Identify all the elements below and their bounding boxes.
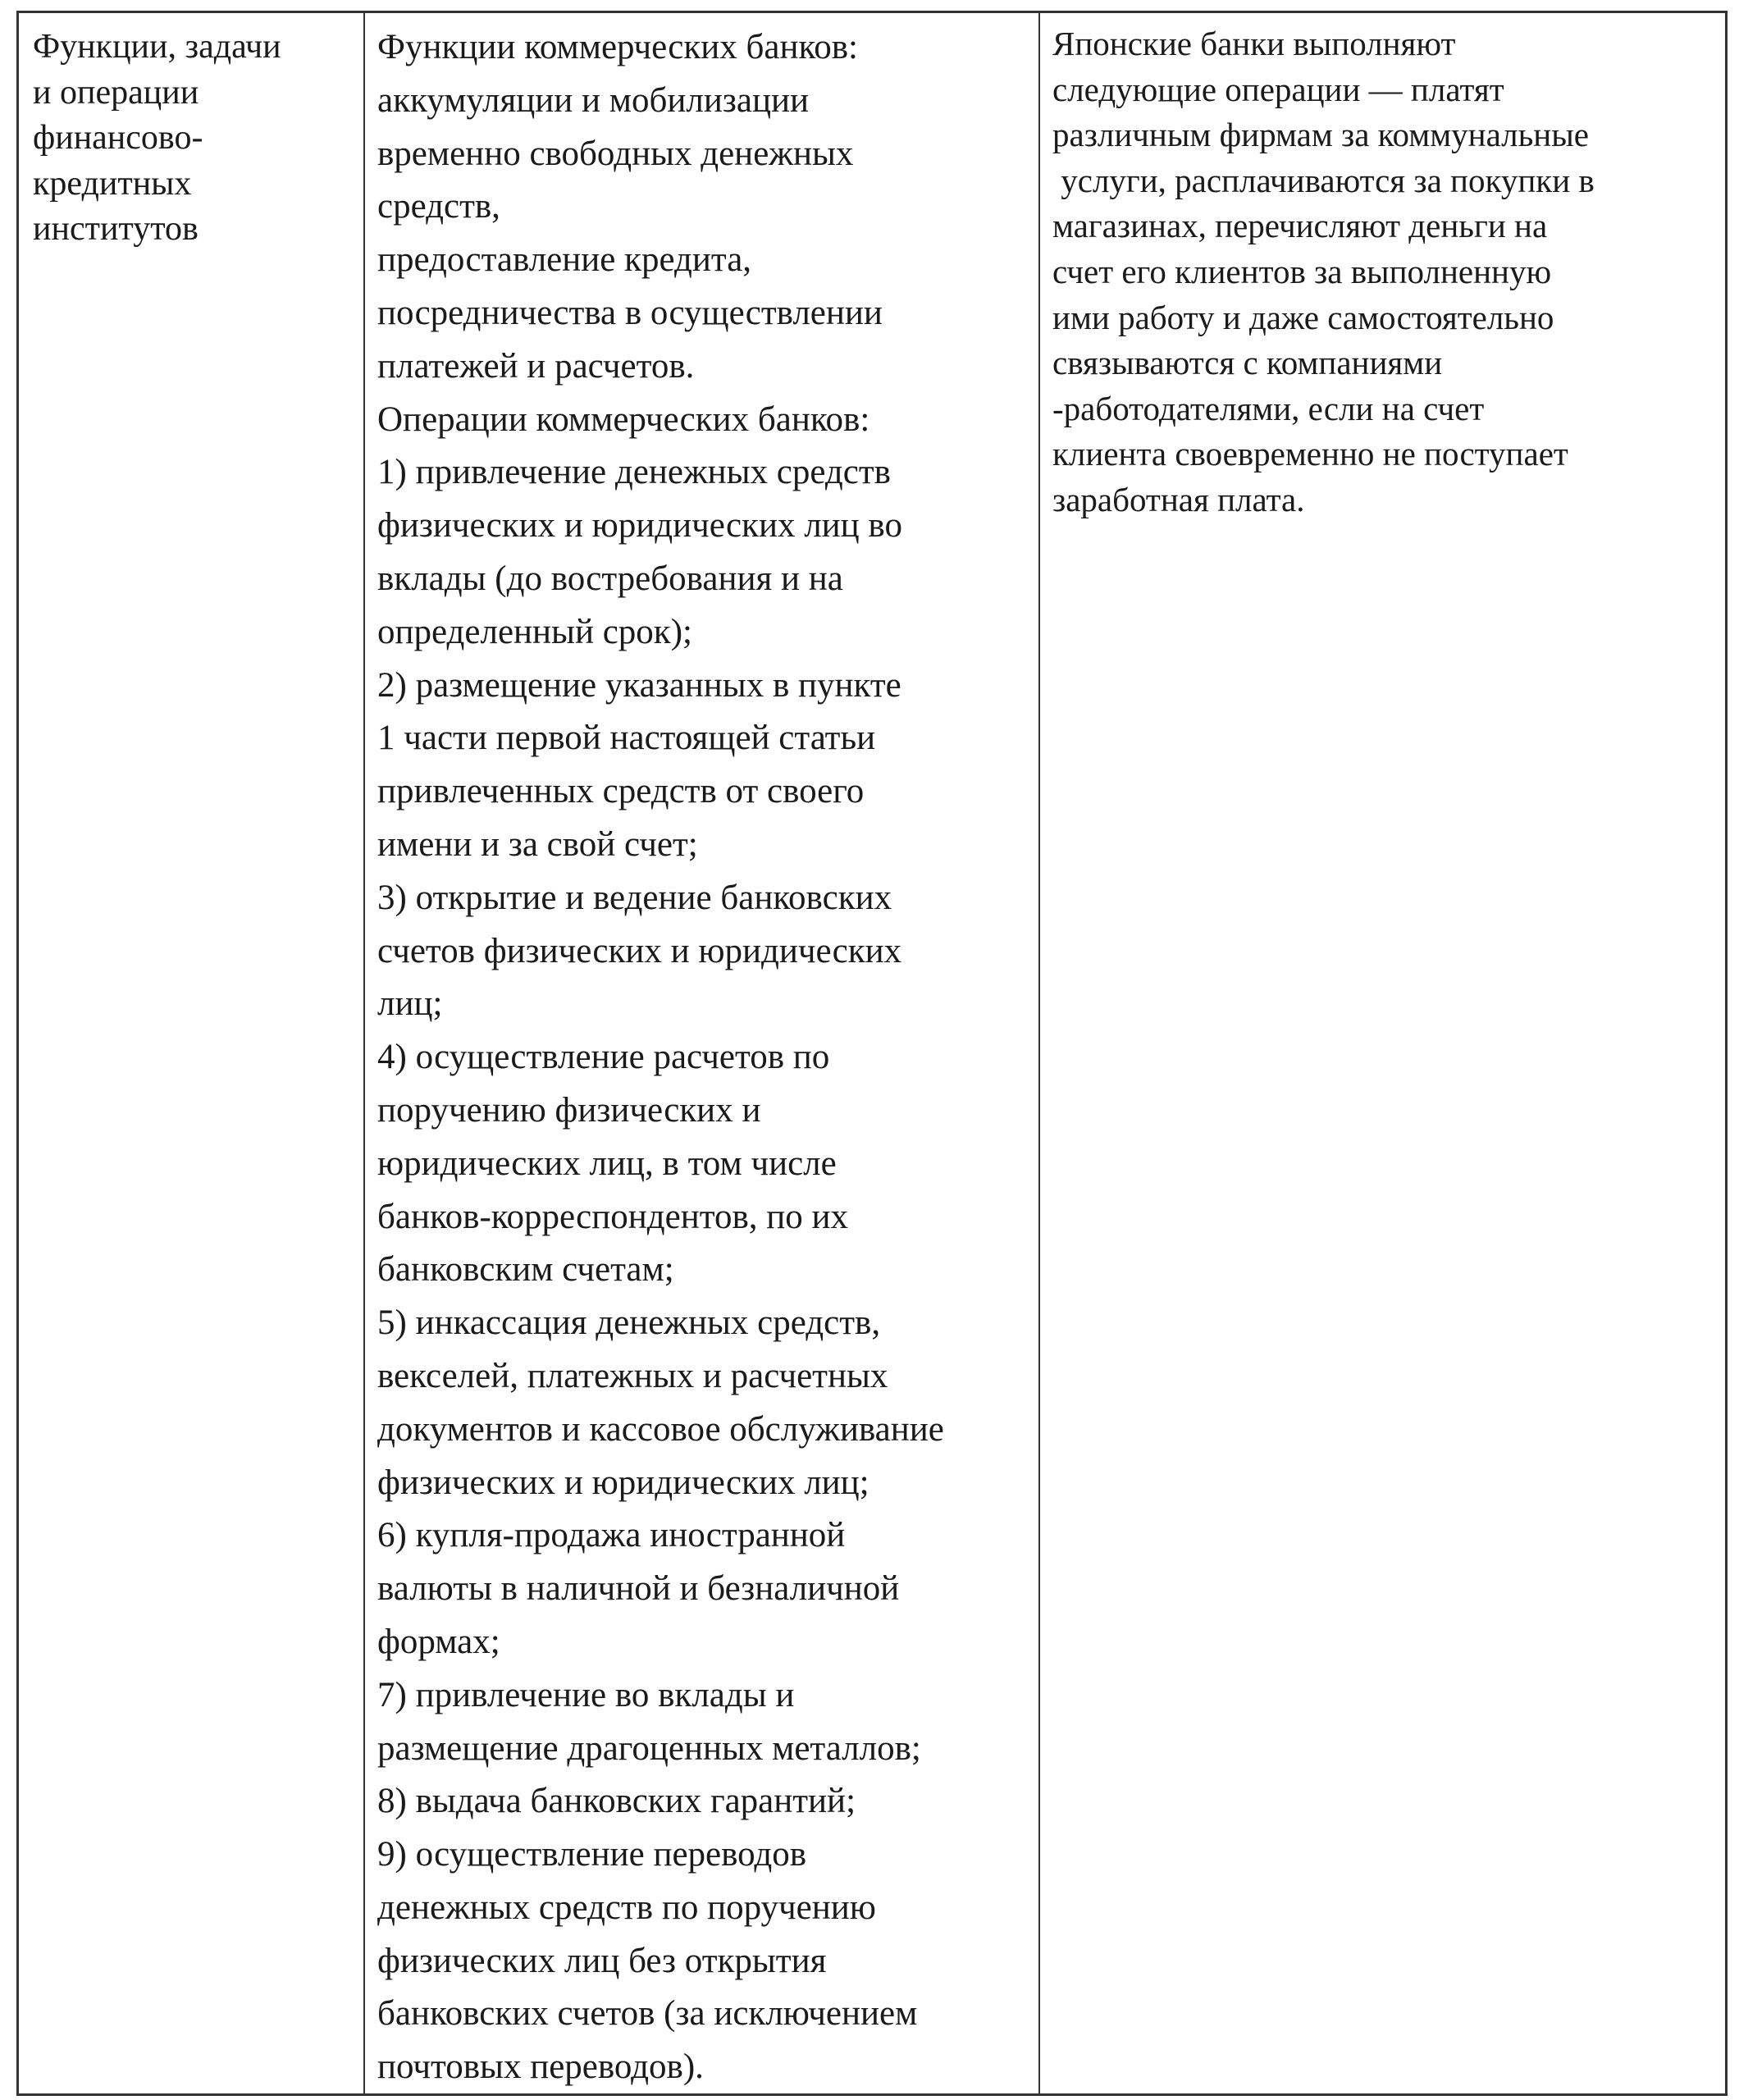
text-line: юридических лиц, в том числе: [377, 1144, 837, 1183]
text-line: различным фирмам за коммунальные: [1052, 116, 1589, 154]
text-line: векселей, платежных и расчетных: [377, 1356, 888, 1395]
text-line: финансово-: [33, 119, 203, 158]
text-line: счет его клиентов за выполненную: [1052, 252, 1552, 290]
text-line: 8) выдача банковских гарантий;: [377, 1782, 856, 1821]
text-line: почтовых переводов).: [377, 2048, 704, 2087]
text-line: 4) осуществление расчетов по: [377, 1038, 830, 1077]
text-line: банковских счетов (за исключением: [377, 1994, 918, 2034]
text-line: банковским счетам;: [377, 1250, 674, 1290]
text-line: Операции коммерческих банков:: [377, 399, 870, 439]
document-table: [16, 11, 1728, 2096]
text-line: 6) купля-продажа иностранной: [377, 1516, 846, 1555]
text-line: имени и за свой счет;: [377, 824, 698, 864]
text-line: заработная плата.: [1052, 480, 1305, 518]
text-line: размещение драгоценных металлов;: [377, 1728, 921, 1768]
text-line: Функции коммерческих банков:: [377, 28, 858, 66]
text-line: временно свободных денежных: [377, 134, 854, 173]
text-line: магазинах, перечисляют деньги на: [1052, 207, 1548, 245]
text-line: аккумуляции и мобилизации: [377, 80, 809, 120]
text-line: счетов физических и юридических: [377, 931, 902, 970]
text-line: 7) привлечение во вклады и: [377, 1675, 795, 1714]
text-line: ими работу и даже самостоятельно: [1052, 298, 1554, 336]
text-line: банков-корреспондентов, по их: [377, 1197, 849, 1236]
text-line: связываются с компаниями: [1052, 344, 1443, 382]
table-cell-commercial-banks: [365, 13, 1040, 2093]
table-cell-category: [19, 13, 365, 2093]
text-line: 5) инкассация денежных средств,: [377, 1303, 881, 1343]
text-line: 9) осуществление переводов: [377, 1835, 807, 1874]
text-line: -работодателями, если на счет: [1052, 389, 1485, 427]
text-line: денежных средств по поручению: [377, 1888, 876, 1927]
text-line: 2) размещение указанных в пункте: [377, 665, 901, 705]
text-line: 1 части первой настоящей статьи: [377, 719, 876, 758]
text-line: физических и юридических лиц;: [377, 1463, 870, 1502]
text-line: следующие операции — платят: [1052, 70, 1504, 108]
text-line: 1) привлечение денежных средств: [377, 453, 891, 492]
text-line: физических лиц без открытия: [377, 1941, 827, 1980]
text-line: предоставление кредита,: [377, 240, 752, 280]
text-line: посредничества в осуществлении: [377, 293, 883, 332]
text-line: Японские банки выполняют: [1052, 25, 1456, 62]
text-line: институтов: [33, 210, 199, 249]
text-line: вклады (до востребования и на: [377, 559, 843, 598]
text-line: платежей и расчетов.: [377, 346, 695, 386]
table-cell-japanese-banks: [1040, 13, 1725, 2093]
text-line: валюты в наличной и безналичной: [377, 1569, 900, 1609]
text-line: клиента своевременно не поступает: [1052, 435, 1568, 473]
text-line: лиц;: [377, 984, 443, 1024]
text-line: формах;: [377, 1622, 500, 1661]
text-line: документов и кассовое обслуживание: [377, 1409, 944, 1449]
text-line: привлеченных средств от своего: [377, 772, 865, 811]
text-line: поручению физических и: [377, 1090, 761, 1130]
text-line: и операции: [33, 73, 199, 112]
text-line: услуги, расплачиваются за покупки в: [1052, 161, 1595, 199]
text-line: физических и юридических лиц во: [377, 506, 902, 546]
text-line: определенный срок);: [377, 612, 692, 651]
text-line: средств,: [377, 187, 500, 226]
text-line: 3) открытие и ведение банковских: [377, 878, 892, 917]
text-line: кредитных: [33, 164, 192, 203]
text-line: Функции, задачи: [33, 28, 281, 66]
